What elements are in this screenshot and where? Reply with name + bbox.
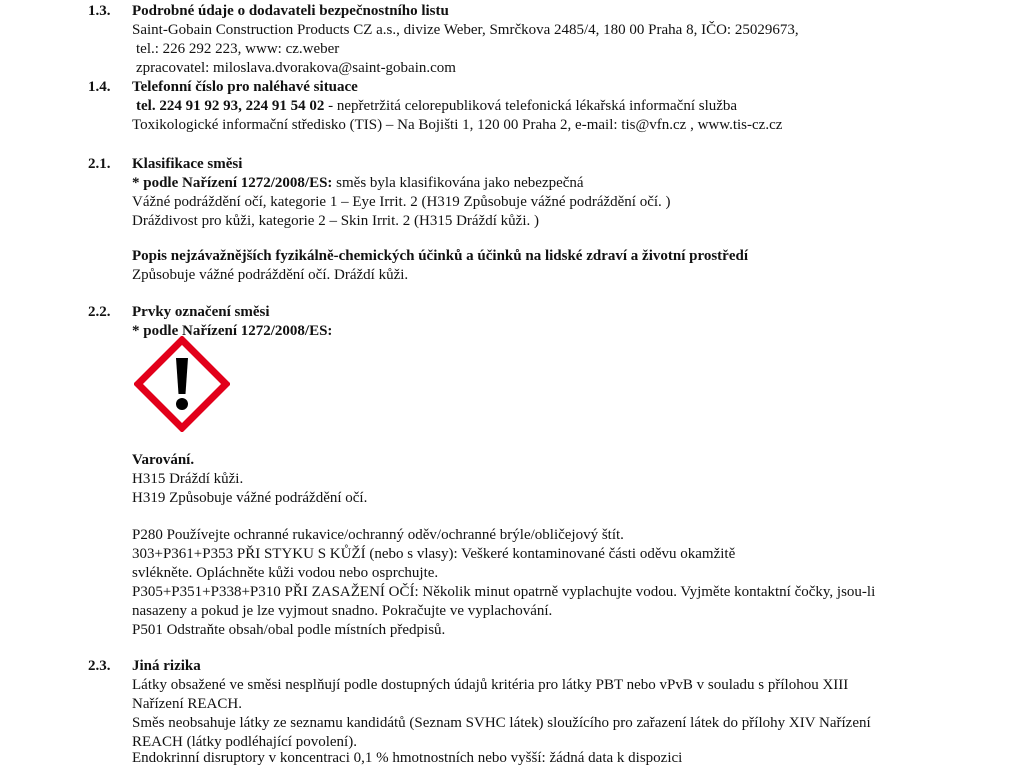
emergency-phone-description: - nepřetržitá celorepubliková telefonická lékařská informační služba xyxy=(324,98,738,114)
hazard-statement-h315: H315 Dráždí kůži. xyxy=(132,471,244,487)
section-number-1-4: 1.4. xyxy=(88,79,111,95)
effects-subtitle: Popis nejzávažnějších fyzikálně-chemických účinků a účinků na lidské zdraví a životní prostředí xyxy=(132,248,749,264)
tis-info: Toxikologické informační středisko (TIS) – Na Bojišti 1, 120 00 Praha 2, e-mail: tis@vfn.cz , www.tis-cz.cz xyxy=(132,117,783,133)
classification-regulation-text: směs byla klasifikována jako nebezpečná xyxy=(332,175,584,191)
exclamation-mark-ghs07-icon xyxy=(134,336,230,432)
precaution-p305-line2: nasazeny a pokud je lze vyjmout snadno. Pokračujte ve vyplachování. xyxy=(132,603,553,619)
precaution-p280: P280 Používejte ochranné rukavice/ochranný oděv/ochranné brýle/obličejový štít. xyxy=(132,527,624,543)
supplier-address: Saint-Gobain Construction Products CZ a.s., divize Weber, Smrčkova 2485/4, 180 00 Praha 8, IČO: 25029673, xyxy=(132,22,799,38)
section-title-1-3: Podrobné údaje o dodavateli bezpečnostního listu xyxy=(132,3,449,19)
precaution-p303-line2: svlékněte. Opláchněte kůži vodou nebo osprchujte. xyxy=(132,565,439,581)
other-hazards-reach: Nařízení REACH. xyxy=(132,696,242,712)
other-hazards-endocrine: Endokrinní disruptory v koncentraci 0,1 % hmotnostních nebo vyšší: žádná data k dispozici xyxy=(132,750,683,766)
other-hazards-svhc: Směs neobsahuje látky ze seznamu kandidátů (Seznam SVHC látek) sloužícího pro zařazení látek do přílohy XIV Nařízení xyxy=(132,715,871,731)
classification-eye: Vážné podráždění očí, kategorie 1 – Eye Irrit. 2 (H319 Způsobuje vážné podráždění očí. ) xyxy=(132,194,671,210)
classification-regulation-label: * podle Nařízení 1272/2008/ES: xyxy=(132,175,333,191)
section-title-2-2: Prvky označení směsi xyxy=(132,304,270,320)
precaution-p303-line1: 303+P361+P353 PŘI STYKU S KŮŽÍ (nebo s vlasy): Veškeré kontaminované části oděvu okamžitě xyxy=(132,546,736,562)
other-hazards-authorisation: REACH (látky podléhající povolení). xyxy=(132,734,357,750)
effects-text: Způsobuje vážné podráždění očí. Dráždí kůži. xyxy=(132,267,409,283)
other-hazards-pbt: Látky obsažené ve směsi nesplňují podle dostupných údajů kritéria pro látky PBT nebo vPvB v souladu s přílohou XIII xyxy=(132,677,849,693)
emergency-phones xyxy=(136,97,737,116)
precaution-p305-line1: P305+P351+P338+P310 PŘI ZASAŽENÍ OČÍ: Několik minut opatrně vyplachujte vodou. Vyjměte kontaktní čočky, jsou-li xyxy=(132,584,876,600)
section-number-2-3: 2.3. xyxy=(88,658,111,674)
section-title-1-4: Telefonní číslo pro naléhavé situace xyxy=(132,79,358,95)
section-number-2-2: 2.2. xyxy=(88,304,111,320)
supplier-processor: zpracovatel: miloslava.dvorakova@saint-gobain.com xyxy=(136,60,456,76)
section-title-2-1: Klasifikace směsi xyxy=(132,156,243,172)
section-number-1-3: 1.3. xyxy=(88,3,111,19)
supplier-contact: tel.: 226 292 223, www: cz.weber xyxy=(136,41,340,57)
emergency-phone-numbers: tel. 224 91 92 93, 224 91 54 02 xyxy=(136,98,325,114)
labelling-regulation: * podle Nařízení 1272/2008/ES: xyxy=(132,323,333,339)
classification-regulation xyxy=(132,174,584,193)
precaution-p501: P501 Odstraňte obsah/obal podle místních předpisů. xyxy=(132,622,446,638)
section-title-2-3: Jiná rizika xyxy=(132,658,201,674)
signal-word: Varování. xyxy=(132,452,195,468)
section-number-2-1: 2.1. xyxy=(88,156,111,172)
classification-skin: Dráždivost pro kůži, kategorie 2 – Skin Irrit. 2 (H315 Dráždí kůži. ) xyxy=(132,213,539,229)
hazard-statement-h319: H319 Způsobuje vážné podráždění očí. xyxy=(132,490,368,506)
